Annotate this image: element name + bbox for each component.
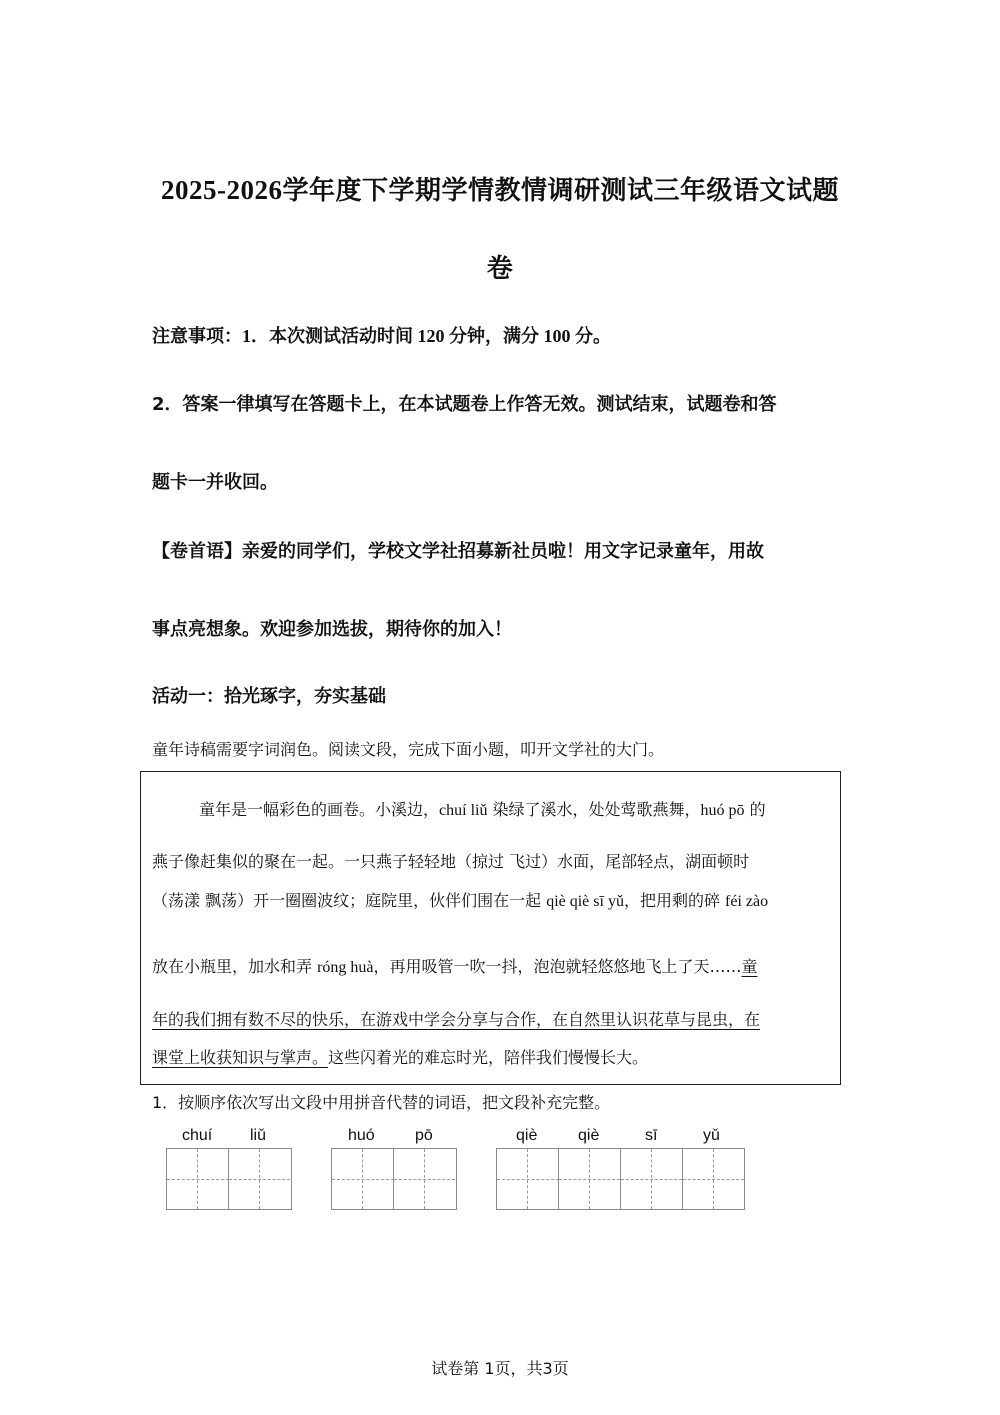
grid2-pinyin-2: pō bbox=[415, 1127, 433, 1144]
exam-title-line2: 卷 bbox=[486, 254, 514, 284]
passage-box bbox=[140, 771, 841, 1085]
passage-text: 童年是一幅彩色的画卷。小溪边， bbox=[199, 800, 440, 819]
notes-label: 注意事项： bbox=[152, 326, 242, 347]
tianzige-cell[interactable] bbox=[393, 1149, 455, 1209]
page-footer: 试卷第 1页，共3页 bbox=[431, 1359, 569, 1378]
passage-line2: 燕子像赶集似的聚在一起。一只燕子轻轻地（掠过 飞过）水面，尾部轻点，湖面顿时 bbox=[152, 852, 750, 871]
pinyin-huo-po: huó pō bbox=[700, 802, 745, 819]
passage-text: 这些闪着光的难忘时光，陪伴我们慢慢长大。 bbox=[328, 1048, 649, 1067]
tianzige-cell[interactable] bbox=[167, 1149, 229, 1209]
notes-item1-text: 1．本次测试活动时间 120 分钟，满分 100 分。 bbox=[242, 326, 611, 346]
passage-line6 bbox=[152, 1045, 648, 1068]
notes-item1 bbox=[152, 322, 611, 348]
grid3-pinyin-4: yǔ bbox=[703, 1127, 720, 1144]
preface-line2: 事点亮想象。欢迎参加选拔，期待你的加入！ bbox=[152, 619, 512, 640]
answer-grid-2[interactable] bbox=[331, 1148, 457, 1210]
tianzige-cell[interactable] bbox=[497, 1149, 559, 1209]
grid3-pinyin-2: qiè bbox=[578, 1127, 600, 1144]
notes-item2-line1: 2．答案一律填写在答题卡上，在本试题卷上作答无效。测试结束，试题卷和答 bbox=[152, 394, 777, 415]
passage-line1 bbox=[199, 797, 766, 820]
title-text: 学年度下学期学情教情调研测试三年级语文试题 bbox=[282, 176, 839, 206]
underlined-text: 课堂上收获知识与掌声。 bbox=[152, 1048, 329, 1067]
activity1-intro: 童年诗稿需要字词润色。阅读文段，完成下面小题，叩开文学社的大门。 bbox=[152, 740, 665, 759]
grid3-pinyin-1: qiè bbox=[516, 1127, 538, 1144]
underlined-text: 童 bbox=[741, 957, 758, 976]
passage-text: 的 bbox=[744, 800, 766, 819]
passage-text: ，把用剩的碎 bbox=[623, 891, 726, 910]
passage-text: 放在小瓶里，加水和弄 bbox=[152, 957, 318, 976]
passage-line3 bbox=[152, 888, 768, 911]
preface-line1: 【卷首语】亲爱的同学们，学校文学社招募新社员啦！用文字记录童年，用故 bbox=[152, 541, 764, 562]
exam-title-line1 bbox=[0, 170, 1000, 207]
grid1-pinyin-1: chuí bbox=[182, 1127, 213, 1144]
activity1-heading: 活动一：拾光琢字，夯实基础 bbox=[152, 686, 386, 707]
pinyin-rong-hua: róng huà bbox=[317, 959, 374, 976]
pinyin-qie-qie-si-yu: qiè qiè sī yǔ bbox=[546, 893, 624, 910]
passage-text: 染绿了溪水，处处莺歌燕舞， bbox=[487, 800, 701, 819]
tianzige-cell[interactable] bbox=[228, 1149, 290, 1209]
answer-grid-1[interactable] bbox=[166, 1148, 292, 1210]
passage-line4 bbox=[152, 954, 758, 977]
question-1: 1．按顺序依次写出文段中用拼音代替的词语，把文段补充完整。 bbox=[152, 1093, 611, 1112]
passage-text: （荡漾 飘荡）开一圈圈波纹；庭院里，伙伴们围在一起 bbox=[152, 891, 547, 910]
tianzige-cell[interactable] bbox=[682, 1149, 744, 1209]
passage-text: ，再用吸管一吹一抖，泡泡就轻悠悠地飞上了天…… bbox=[373, 957, 742, 976]
answer-grid-3[interactable] bbox=[496, 1148, 745, 1210]
tianzige-cell[interactable] bbox=[332, 1149, 394, 1209]
grid3-pinyin-3: sī bbox=[645, 1127, 658, 1144]
title-year: 2025-2026 bbox=[160, 175, 283, 205]
grid2-pinyin-1: huó bbox=[348, 1127, 375, 1144]
passage-line5: 年的我们拥有数不尽的快乐，在游戏中学会分享与合作，在自然里认识花草与昆虫，在 bbox=[152, 1010, 761, 1029]
grid1-pinyin-2: liǔ bbox=[250, 1127, 267, 1144]
pinyin-chui-liu: chuí liǔ bbox=[439, 802, 488, 819]
pinyin-fei-zao: féi zào bbox=[725, 893, 769, 910]
notes-item2-line2: 题卡一并收回。 bbox=[152, 472, 278, 493]
tianzige-cell[interactable] bbox=[558, 1149, 620, 1209]
tianzige-cell[interactable] bbox=[620, 1149, 682, 1209]
